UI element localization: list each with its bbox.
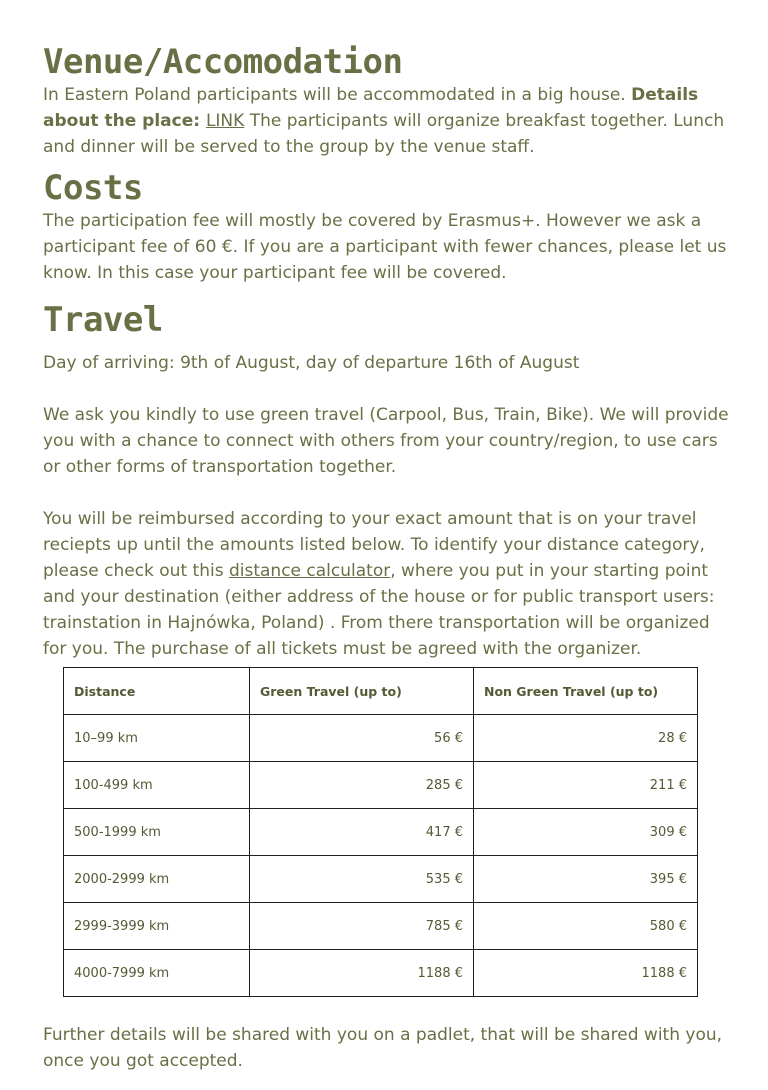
venue-details-label: Details about the place:	[43, 85, 699, 131]
distance-cell: 2999-3999 km	[64, 903, 250, 950]
distance-cell: 500-1999 km	[64, 809, 250, 856]
table-row	[64, 950, 698, 997]
distance-calculator-link[interactable]: distance calculator	[228, 561, 391, 581]
travel-green-paragraph: We ask you kindly to use green travel (Carpool, Bus, Train, Bike). We will provide you with a chance to connect with others from your country/region, to use cars or other forms of transportation together.	[43, 405, 729, 477]
green-amount-cell: 56 €	[250, 715, 474, 762]
distance-cell: 100-499 km	[64, 762, 250, 809]
table-row	[64, 809, 698, 856]
table-row	[64, 903, 698, 950]
distance-cell: 2000-2999 km	[64, 856, 250, 903]
table-row	[64, 762, 698, 809]
reimbursement-table	[63, 667, 698, 997]
travel-dates: Day of arriving: 9th of August, day of departure 16th of August	[43, 353, 580, 373]
reimb-text-a: You will be reimbursed according to your exact amount that is on your travel reciepts up until the amounts listed below. To identify your distance category, please check out this	[43, 509, 705, 581]
travel-heading: Travel	[43, 300, 163, 340]
green-amount-cell: 535 €	[250, 856, 474, 903]
non-green-amount-cell: 309 €	[474, 809, 698, 856]
venue-link[interactable]: LINK	[205, 111, 245, 131]
header-non-green-travel: Non Green Travel (up to)	[474, 668, 698, 715]
venue-heading: Venue/Accomodation	[43, 42, 403, 82]
table-row	[64, 856, 698, 903]
distance-cell: 10–99 km	[64, 715, 250, 762]
venue-text-a: In Eastern Poland participants will be accommodated in a big house.	[43, 85, 632, 105]
venue-paragraph	[43, 82, 733, 160]
green-amount-cell: 1188 €	[250, 950, 474, 997]
non-green-amount-cell: 1188 €	[474, 950, 698, 997]
distance-cell: 4000-7999 km	[64, 950, 250, 997]
costs-paragraph: The participation fee will mostly be covered by Erasmus+. However we ask a participant fee of 60 €. If you are a participant with fewer chances, please let us know. In this case your participant fee will be covered.	[43, 211, 727, 283]
travel-reimbursement-paragraph	[43, 506, 733, 662]
table-header-row	[64, 668, 698, 715]
non-green-amount-cell: 211 €	[474, 762, 698, 809]
header-green-travel: Green Travel (up to)	[250, 668, 474, 715]
green-amount-cell: 417 €	[250, 809, 474, 856]
document-page	[43, 40, 733, 1071]
table-row	[64, 715, 698, 762]
non-green-amount-cell: 395 €	[474, 856, 698, 903]
footer-paragraph: Further details will be shared with you on a padlet, that will be shared with you, once you got accepted.	[43, 1025, 723, 1071]
reimb-text-b: , where you put in your starting point and your destination (either address of the house or for public transport users: trainstation in Hajnówka, Poland) . From there transportation will be organized for you. The purchase of all tickets must be agreed with the organizer.	[43, 561, 715, 659]
venue-text-b: The participants will organize breakfast together. Lunch and dinner will be served to the group by the venue staff.	[43, 111, 725, 157]
non-green-amount-cell: 580 €	[474, 903, 698, 950]
green-amount-cell: 785 €	[250, 903, 474, 950]
green-amount-cell: 285 €	[250, 762, 474, 809]
costs-heading: Costs	[43, 168, 143, 208]
header-distance: Distance	[64, 668, 250, 715]
non-green-amount-cell: 28 €	[474, 715, 698, 762]
